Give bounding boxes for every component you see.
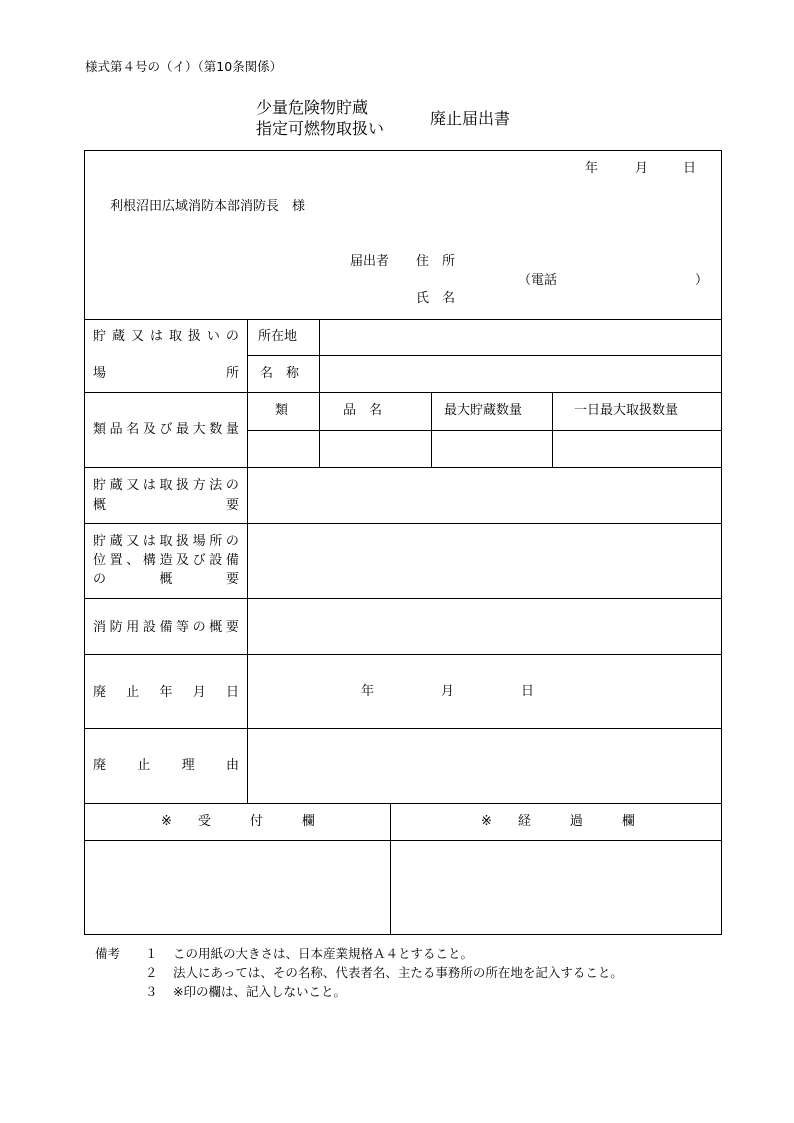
col-class: 類 <box>275 403 289 418</box>
rule <box>85 598 721 599</box>
rule <box>85 319 721 320</box>
location-label-line1: 貯 蔵 又 は 取 扱 い の <box>93 329 239 344</box>
abolition-date-label: 廃 止 年 月 日 <box>93 685 239 700</box>
reception-label: ※ 受 付 欄 <box>161 814 315 829</box>
abolition-month: 月 <box>441 684 455 699</box>
method-label-line2: 概 要 <box>93 498 239 513</box>
fire-equipment-label: 消 防 用 設 備 等 の 概 要 <box>93 620 239 635</box>
rule <box>85 840 721 841</box>
date-month: 月 <box>635 161 649 176</box>
rule <box>431 392 432 467</box>
rule <box>85 728 721 729</box>
progress-label: ※ 経 過 欄 <box>481 814 635 829</box>
form-number: 様式第４号の（イ）（第10条関係） <box>85 59 283 74</box>
method-label-line1: 貯 蔵 又 は 取 扱 方 法 の <box>93 478 239 493</box>
col-max-storage: 最大貯蔵数量 <box>444 403 523 418</box>
location-name-label: 名 称 <box>260 366 300 381</box>
col-name: 品 名 <box>343 403 383 418</box>
title-handling: 指定可燃物取扱い <box>256 119 385 138</box>
addressee: 利根沼田広域消防本部消防長 様 <box>110 199 306 214</box>
location-address-label: 所在地 <box>258 329 298 344</box>
rule <box>85 392 721 393</box>
title-suffix: 廃止届出書 <box>430 109 511 128</box>
rule <box>390 803 391 934</box>
col-daily-max: 一日最大取扱数量 <box>574 403 679 418</box>
rule <box>85 654 721 655</box>
note-number: ２ <box>145 965 158 980</box>
form-table <box>84 150 722 935</box>
abolition-day: 日 <box>521 684 535 699</box>
items-label: 類 品 名 及 び 最 大 数 量 <box>93 422 239 437</box>
rule <box>552 392 553 467</box>
phone-open: （電話 <box>518 273 558 288</box>
note-text: ※印の欄は、記入しないこと。 <box>173 984 346 999</box>
phone-close: ） <box>695 273 709 288</box>
facility-label-line3: の 概 要 <box>93 572 239 587</box>
rule <box>319 319 320 467</box>
notes-label: 備考 <box>95 946 121 961</box>
date-day: 日 <box>683 161 697 176</box>
location-label-line2: 場 所 <box>93 366 239 381</box>
address-label: 住 所 <box>416 254 456 269</box>
date-year: 年 <box>585 161 599 176</box>
note-number: ３ <box>145 984 158 999</box>
facility-label-line1: 貯 蔵 又 は 取 扱 場 所 の <box>93 534 239 549</box>
note-number: １ <box>145 946 158 961</box>
facility-label-line2: 位 置 、 構 造 及 び 設 備 <box>93 553 239 568</box>
name-label: 氏 名 <box>416 291 456 306</box>
rule <box>85 523 721 524</box>
note-text: 法人にあっては、その名称、代表者名、主たる事務所の所在地を記入すること。 <box>173 965 623 980</box>
abolition-year: 年 <box>361 684 375 699</box>
title-storage: 少量危険物貯蔵 <box>256 98 369 117</box>
rule <box>85 467 721 468</box>
abolition-reason-label: 廃 止 理 由 <box>93 758 239 773</box>
rule <box>247 319 248 803</box>
notifier-label: 届出者 <box>350 254 390 269</box>
rule <box>85 803 721 804</box>
note-text: この用紙の大きさは、日本産業規格Ａ４とすること。 <box>173 946 474 961</box>
